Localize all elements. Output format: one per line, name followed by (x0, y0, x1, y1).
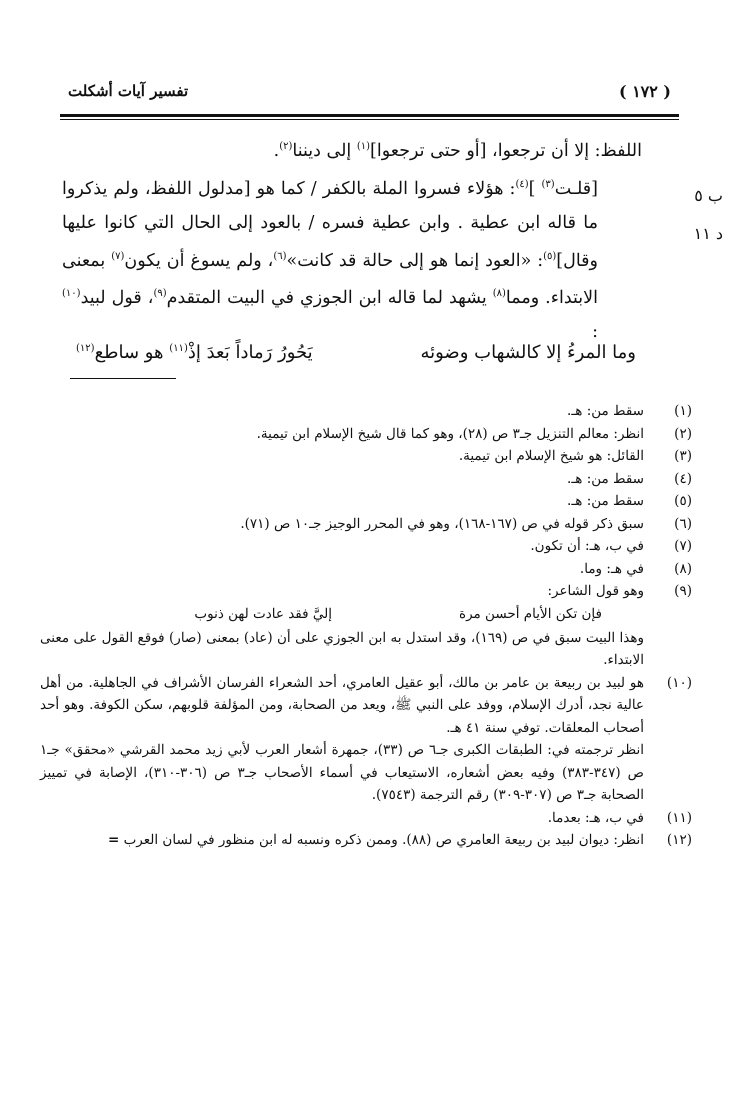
page-header (60, 78, 671, 108)
footnote: (١١) في ب، هـ: بعدما. (547, 809, 692, 826)
main-line-1: اللفظ: إلا أن ترجعوا، [أو حتى ترجعوا]$^{(١)}$ إلى ديننا$^{(٢)}$. (273, 140, 642, 161)
footnote: (٧) في ب، هـ: أن تكون. (530, 538, 692, 554)
footnote: (٦) سبق ذكر قوله في ص (١٦٧-١٦٨)، وهو في المحرر الوجيز جـ١٠ ص (٧١). (240, 515, 692, 532)
verse-hemistich-1: وما المرءُ إلا كالشهاب وضوئه (420, 342, 636, 363)
footnote: (١) سقط من: هـ. (567, 403, 692, 419)
footnote-verse-hemistich-1: فإن تكن الأيام أحسن مرة (459, 605, 602, 622)
header-rule-thick (60, 114, 679, 117)
footnote-continuation: وهذا البيت سبق في ص (١٦٩)، وقد استدل به ابن الجوزي على أن (عاد) بمعنى (صار) فوقع القول على معنى الابتداء. (40, 629, 644, 668)
footnote: (٣) القائل: هو شيخ الإسلام ابن تيمية. (458, 448, 692, 464)
continuation-mark: = (107, 832, 120, 848)
footnote-ref: (١٠) (62, 288, 81, 300)
footnote-ref: (٤) (515, 178, 529, 190)
margin-note-2: د ١١ (693, 224, 723, 243)
footnote-ref: (٥) (543, 250, 557, 262)
footnote-verse (40, 603, 692, 627)
footnotes (40, 400, 692, 852)
footnote-ref: (١٢) (76, 343, 95, 354)
footnote: (٥) سقط من: هـ. (567, 493, 692, 509)
page-number: ( ١٧٢ ) (618, 82, 671, 101)
book-title: تفسير آيات أشكلت (68, 82, 189, 100)
verse-hemistich-2: يَحُورُ رَماداً بَعدَ إذْ$^{(١١)}$ هو ساطع$^{(١٢)}$ (76, 342, 313, 363)
footnote: (١٢) انظر: ديوان لبيد بن ربيعة العامري ص (٨٨). وممن ذكره ونسبه له ابن منظور في لسان العرب = (107, 832, 692, 848)
footnote-ref: (٣) (541, 178, 555, 190)
footnote-ref: (٨) (492, 288, 506, 300)
footnote-verse-hemistich-2: إليَّ فقد عادت لهن ذنوب (194, 605, 332, 622)
footnote: (٨) في هـ: وما. (579, 560, 692, 577)
footnote-ref: (٦) (273, 250, 287, 262)
footnote-ref: (٩) (153, 288, 167, 300)
footnote-separator (70, 378, 176, 379)
main-paragraph: [قلـت$^{(٣)}$ ]$^{(٤)}$: هؤلاء فسروا الملة بالكفر / كما هو [مدلول اللفظ، ولم يذكروا ما قاله ابن عطية . وابن عطية فسره / بالعود إلى الحال التي كانوا عليها وقال]$^{(٥)}$: «العود إنما هو إلى حالة قد كانت»$^{(٦)}$، ولم يسوغ أن يكون$^{(٧)}$ بمعنى الابتداء. ومما$^{(٨)}$ يشهد لما قاله ابن الجوزي في البيت المتقدم$^{(٩)}$، قول لبيد$^{(١٠)}$ : (62, 178, 599, 343)
footnote-ref: (٢) (279, 141, 293, 152)
footnote-ref: (١١) (169, 343, 188, 354)
footnote-continuation: انظر ترجمته في: الطبقات الكبرى جـ٦ ص (٣٣)، جمهرة أشعار العرب لأبي زيد محمد القرشي «محقق» جـ١ ص (٣٤٧-٣٨٣) وفيه بعض أشعاره، الاستيعاب في أسماء الأصحاب جـ٣ ص (٣٠٦-٣١٠)، الإصابة في تمييز الصحابة جـ٣ ص (٣٠٧-٣٠٩) رقم الترجمة (٧٥٤٣). (40, 742, 645, 803)
header-rule-thin (60, 119, 679, 120)
margin-note-1: ب ٥ (694, 186, 723, 205)
footnote: (١٠) هو لبيد بن ربيعة بن عامر بن مالك، أبو عقيل العامري، أحد الشعراء الفرسان الأشراف في الجاهلية. من أهل عالية نجد، أدرك الإسلام، ووفد على النبي ﷺ، ويعد من الصحابة، ومن المؤلفة قلوبهم، سكن الكوفة. وهو أحد أصحاب المعلقات. توفي سنة ٤١ هـ. (40, 674, 692, 736)
footnote: (٢) انظر: معالم التنزيل جـ٣ ص (٢٨)، وهو كما قال شيخ الإسلام ابن تيمية. (256, 425, 692, 442)
main-text (62, 130, 642, 349)
footnote-ref: (٧) (111, 250, 125, 262)
footnote-ref: (١) (356, 141, 371, 152)
footnote: (٩) وهو قول الشاعر: (547, 583, 692, 599)
footnote: (٤) سقط من: هـ. (567, 470, 692, 487)
